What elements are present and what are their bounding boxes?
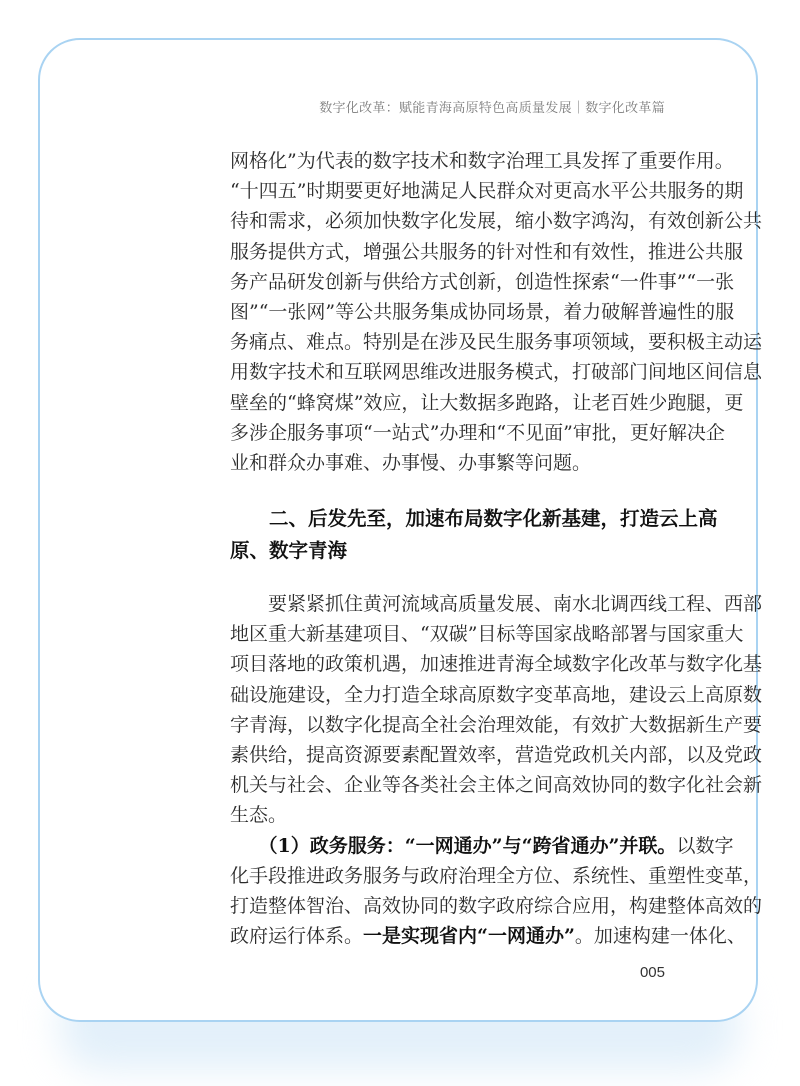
- bold-text: （1）政务服务：“一网通办”与“跨省通办”并联。: [230, 834, 677, 857]
- text-line: [230, 800, 666, 830]
- text-line: [230, 649, 763, 679]
- text-line: [230, 535, 666, 567]
- text-line: [230, 388, 744, 418]
- text-line: [230, 146, 734, 176]
- text-line: [230, 503, 718, 535]
- text-segment: 项目落地的政策机遇，加速推进青海全域数字化改革与数字化基: [230, 653, 763, 676]
- text-line: [230, 770, 763, 800]
- text-segment: 待和需求，必须加快数字化发展，缩小数字鸿沟，有效创新公共: [230, 210, 763, 233]
- text-segment: 要紧紧抓住黄河流域高质量发展、南水北调西线工程、西部: [230, 593, 763, 616]
- paragraph: [230, 589, 763, 831]
- text-line: [230, 176, 744, 206]
- text-line: [230, 206, 763, 236]
- text-line: [230, 327, 763, 357]
- text-segment: 多涉企服务事项“一站式”办理和“不见面”审批，更好解决企: [230, 421, 725, 444]
- paragraph: [230, 146, 763, 478]
- paragraph: [230, 831, 763, 952]
- section-heading: [230, 503, 718, 567]
- text-line: [230, 921, 746, 951]
- text-line: [230, 237, 744, 267]
- text-segment: 务痛点、难点。特别是在涉及民生服务事项领域，要积极主动运: [230, 331, 763, 354]
- text-segment: 务产品研发创新与供给方式创新，创造性探索“一件事”“一张: [230, 270, 735, 293]
- text-segment: 地区重大新基建项目、“双碳”目标等国家战略部署与国家重大: [230, 623, 744, 646]
- text-segment: 原、数字青海: [230, 539, 348, 563]
- page-body: [230, 146, 763, 951]
- page-number: 005: [639, 964, 665, 981]
- text-segment: “十四五”时期要更好地满足人民群众对更高水平公共服务的期: [230, 180, 744, 203]
- text-segment: 素供给，提高资源要素配置效率，营造党政机关内部，以及党政: [230, 744, 763, 766]
- text-segment: 政府运行体系。: [230, 925, 364, 948]
- text-line: [230, 680, 763, 710]
- text-segment: 业和群众办事难、办事慢、办事繁等问题。: [230, 451, 592, 474]
- text-line: [230, 357, 763, 387]
- text-line: [230, 891, 763, 921]
- text-line: [230, 589, 763, 619]
- text-segment: 以数字: [676, 834, 734, 857]
- text-segment: 二、后发先至，加速布局数字化新基建，打造云上高: [230, 507, 718, 531]
- text-segment: 化手段推进政务服务与政府治理全方位、系统性、重塑性变革，: [230, 864, 763, 887]
- text-segment: 服务提供方式，增强公共服务的针对性和有效性，推进公共服: [230, 240, 744, 263]
- text-line: [230, 740, 763, 770]
- text-segment: 图”“一张网”等公共服务集成协同场景，着力破解普遍性的服: [230, 300, 735, 323]
- bold-text: 一是实现省内“一网通办”: [363, 925, 575, 948]
- text-segment: 机关与社会、企业等各类社会主体之间高效协同的数字化社会新: [230, 774, 763, 797]
- text-line: [230, 267, 735, 297]
- text-segment: 用数字技术和互联网思维改进服务模式，打破部门间地区间信息: [230, 361, 763, 384]
- text-line: [230, 831, 734, 861]
- text-line: [230, 619, 744, 649]
- text-segment: 壁垒的“蜂窝煤”效应，让大数据多跑路，让老百姓少跑腿，更: [230, 391, 744, 414]
- text-segment: 打造整体智治、高效协同的数字政府综合应用，构建整体高效的: [230, 894, 763, 917]
- text-line: [230, 861, 763, 891]
- text-line: [230, 448, 666, 478]
- text-segment: 生态。: [230, 804, 288, 827]
- text-segment: 础设施建设，全力打造全球高原数字变革高地，建设云上高原数: [230, 683, 763, 706]
- text-line: [230, 297, 735, 327]
- text-segment: 。加速构建一体化、: [574, 925, 746, 948]
- text-line: [230, 710, 763, 740]
- text-segment: 网格化”为代表的数字技术和数字治理工具发挥了重要作用。: [230, 150, 734, 172]
- running-header: 数字化改革：赋能青海高原特色高质量发展｜数字化改革篇: [319, 101, 665, 116]
- text-line: [230, 418, 725, 448]
- text-segment: 字青海，以数字化提高全社会治理效能，有效扩大数据新生产要: [230, 713, 763, 736]
